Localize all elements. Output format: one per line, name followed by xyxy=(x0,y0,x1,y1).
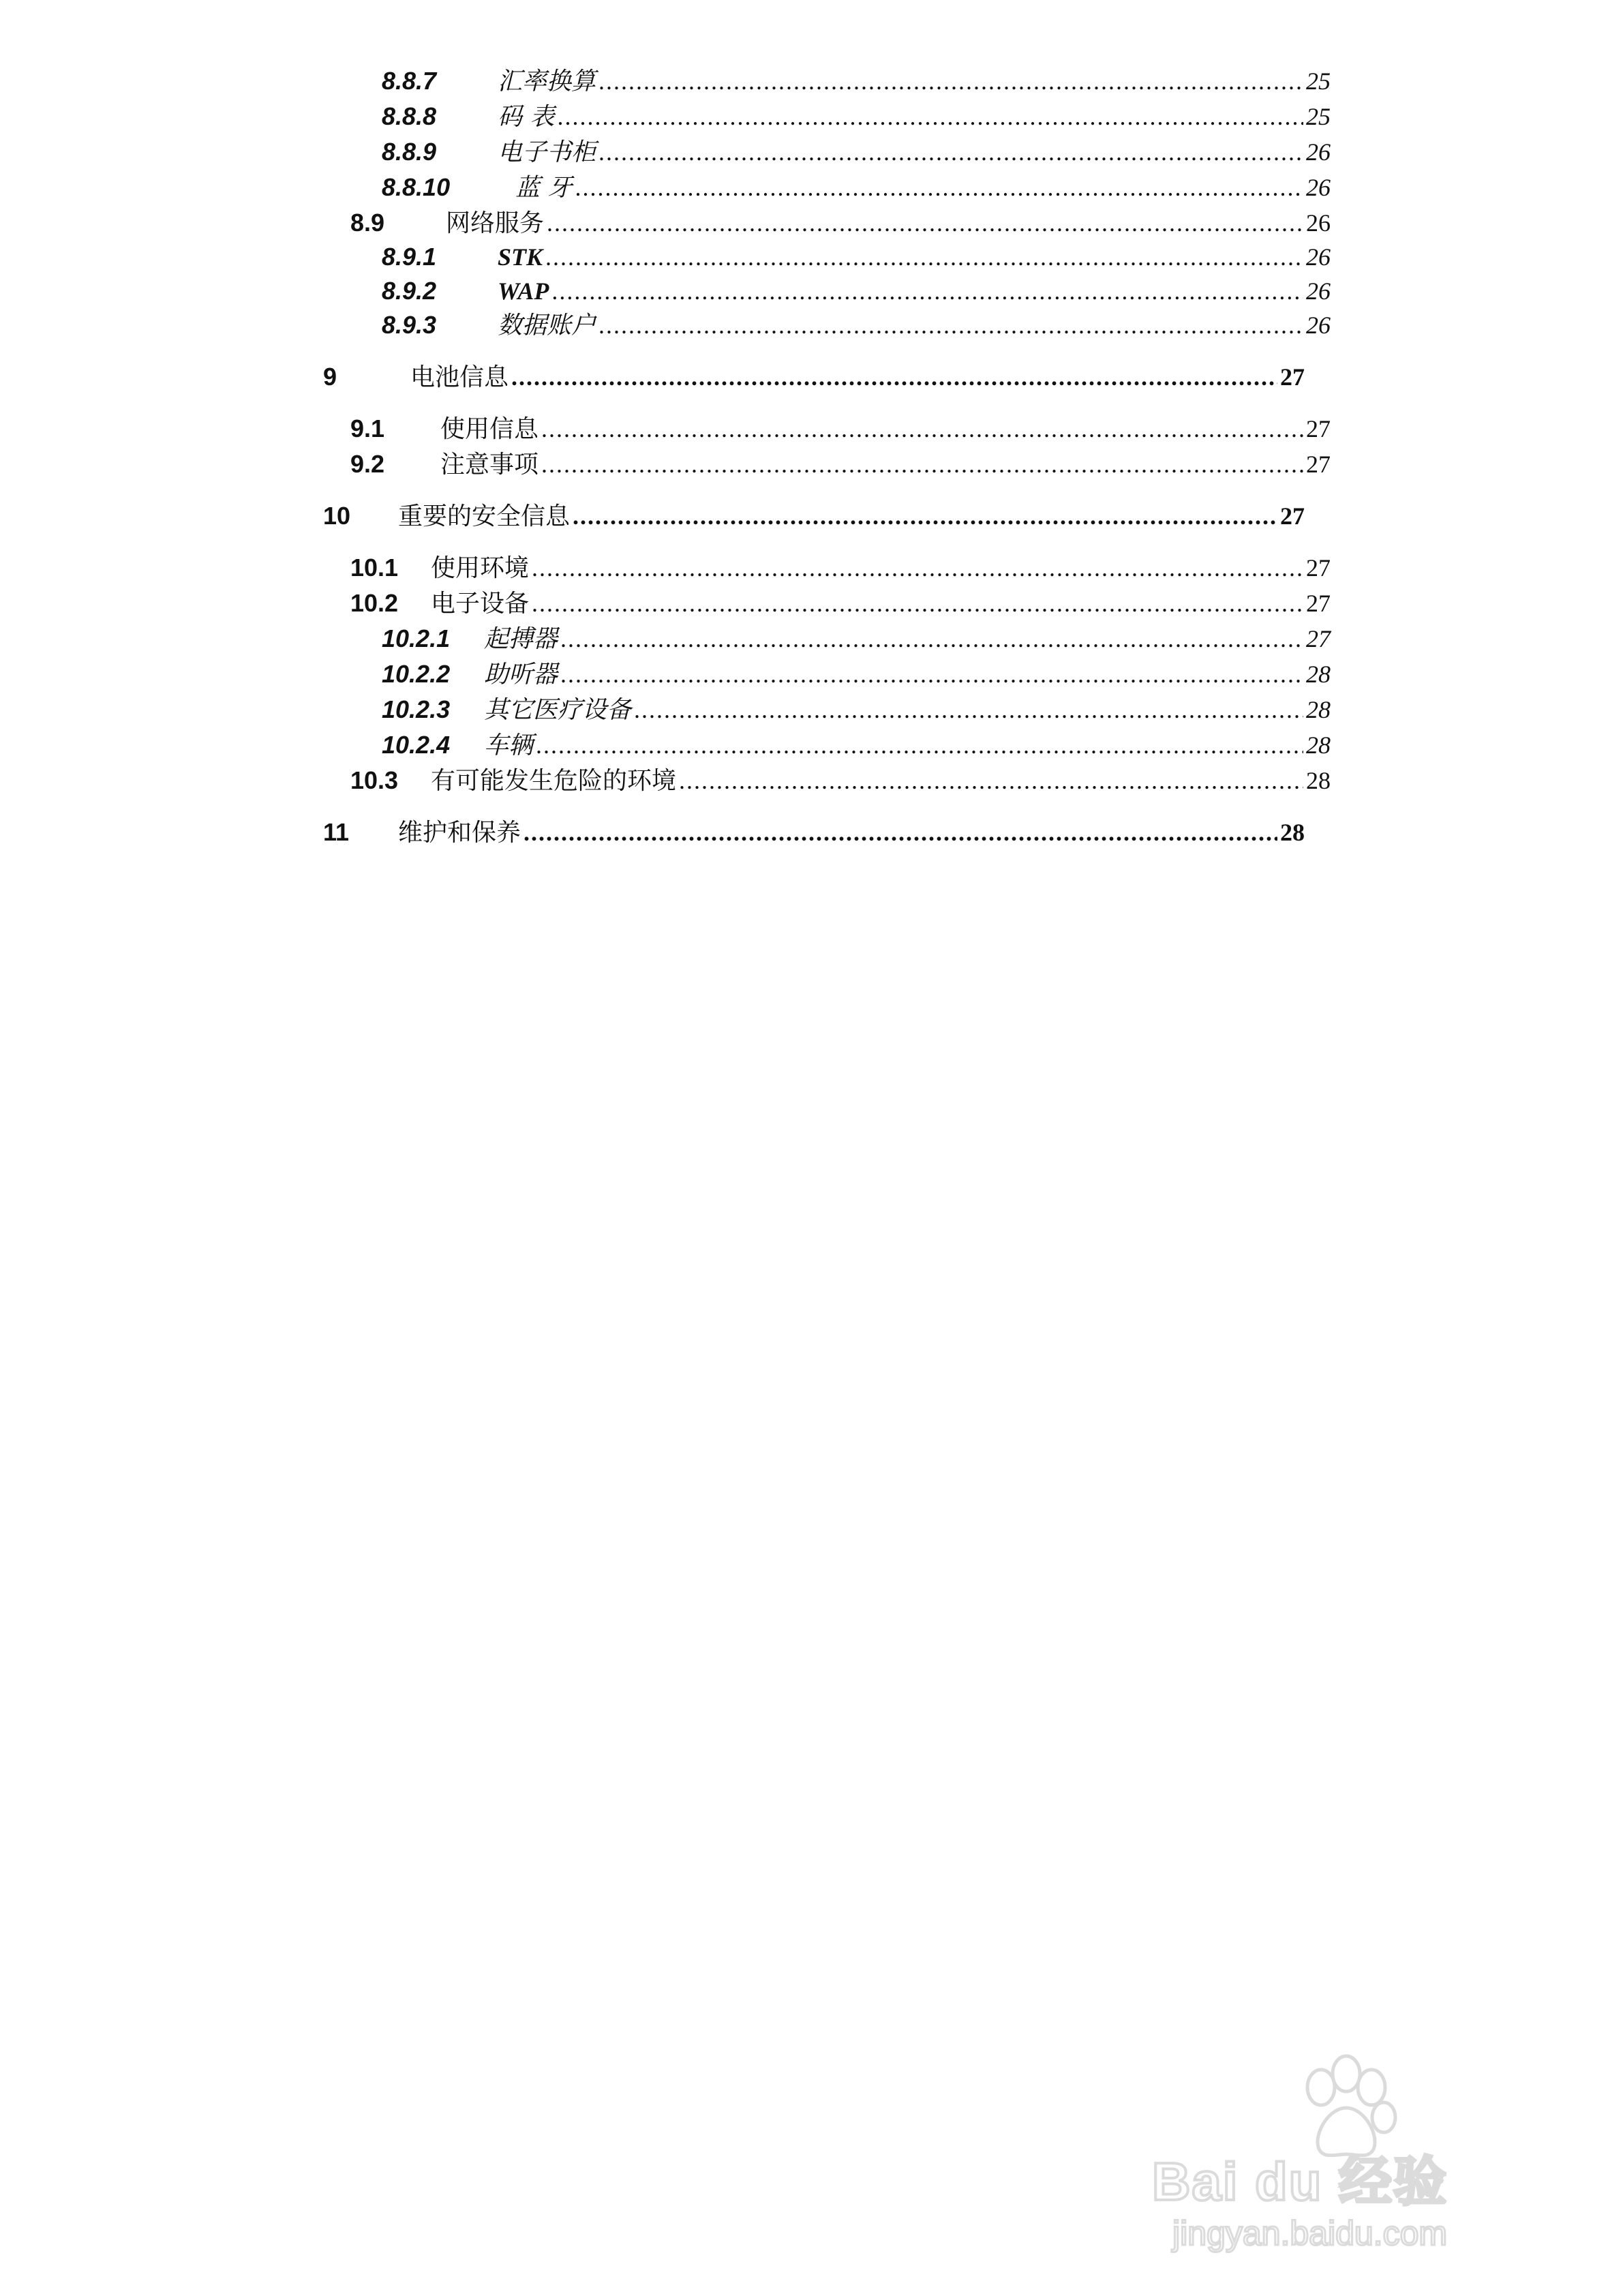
toc-entry-page: 28 xyxy=(1306,767,1331,794)
toc-entry-number: 10.3 xyxy=(350,766,399,794)
toc-dot-leader xyxy=(575,170,1303,205)
toc-entry-page: 26 xyxy=(1306,312,1331,339)
baidu-url-text: jingyan.baidu.com xyxy=(1172,2214,1448,2252)
toc-dot-leader xyxy=(560,622,1303,656)
toc-entry-page: 26 xyxy=(1306,138,1331,166)
toc-entry-page: 26 xyxy=(1306,174,1331,201)
toc-entry-title: 电子书柜 xyxy=(498,138,596,166)
toc-dot-leader xyxy=(541,412,1303,446)
toc-entry-number: 9 xyxy=(323,363,337,391)
baidu-watermark xyxy=(1152,2052,1541,2256)
toc-entry[interactable] xyxy=(382,728,1331,762)
toc-entry-page: 28 xyxy=(1306,731,1331,759)
toc-dot-leader xyxy=(545,240,1303,274)
toc-entry-page: 26 xyxy=(1306,277,1331,305)
toc-entry-number: 8.9 xyxy=(350,209,385,237)
toc-entry[interactable] xyxy=(350,551,1331,585)
toc-entry-number: 10.2.4 xyxy=(382,731,451,759)
toc-entry-title: 维护和保养 xyxy=(398,819,521,847)
toc-entry-page: 27 xyxy=(1306,415,1331,442)
toc-entry-number: 10.2.2 xyxy=(382,660,451,688)
toc-dot-leader xyxy=(541,447,1303,481)
toc-dot-leader xyxy=(560,657,1303,691)
toc-entry[interactable] xyxy=(382,622,1331,656)
toc-dot-leader xyxy=(598,64,1303,98)
toc-entry-title: 重要的安全信息 xyxy=(398,502,571,530)
toc-entry-title: 起搏器 xyxy=(484,625,558,653)
toc-entry-title: 电子设备 xyxy=(431,590,530,618)
toc-entry[interactable] xyxy=(350,412,1331,446)
toc-entry-number: 8.8.9 xyxy=(382,138,437,166)
toc-entry-page: 25 xyxy=(1306,103,1331,130)
toc-entry-page: 26 xyxy=(1306,209,1331,237)
toc-entry[interactable] xyxy=(350,586,1331,620)
toc-entry[interactable] xyxy=(382,64,1331,98)
toc-entry-title: 码 表 xyxy=(498,103,555,131)
toc-entry[interactable] xyxy=(382,135,1331,169)
toc-entry[interactable] xyxy=(382,274,1331,308)
toc-entry-page: 27 xyxy=(1306,451,1331,478)
toc-entry-page: 28 xyxy=(1280,819,1305,846)
toc-entry-number: 8.9.3 xyxy=(382,311,437,339)
toc-entry-page: 26 xyxy=(1306,243,1331,271)
toc-entry-title: 其它医疗设备 xyxy=(484,696,632,724)
toc-dot-leader xyxy=(532,586,1303,620)
toc-entry-page: 27 xyxy=(1306,554,1331,581)
toc-entry-number: 8.8.7 xyxy=(382,67,437,95)
toc-entry-title: 助听器 xyxy=(484,661,558,689)
toc-entry-number: 10.2 xyxy=(350,589,399,617)
toc-entry-title: 汇率换算 xyxy=(498,67,596,95)
toc-entry-title: 注意事项 xyxy=(440,451,539,479)
toc-entry-number: 8.9.1 xyxy=(382,243,437,271)
toc-entry[interactable] xyxy=(382,657,1331,691)
toc-entry-number: 11 xyxy=(323,818,350,846)
toc-dot-leader xyxy=(547,206,1303,240)
toc-entry-number: 10.2.1 xyxy=(382,624,451,652)
toc-entry-title: 车辆 xyxy=(484,731,534,759)
toc-entry-title: 有可能发生危险的环境 xyxy=(431,767,677,795)
toc-entry[interactable] xyxy=(382,308,1331,342)
toc-dot-leader xyxy=(598,135,1303,169)
toc-dot-leader xyxy=(524,815,1277,849)
toc-entry-title: 蓝 牙 xyxy=(515,174,573,202)
toc-entry-number: 8.9.2 xyxy=(382,277,437,305)
toc-entry[interactable] xyxy=(382,693,1331,727)
toc-entry-number: 8.8.10 xyxy=(382,173,451,201)
toc-entry-page: 27 xyxy=(1306,590,1331,617)
toc-dot-leader xyxy=(511,360,1277,394)
toc-entry-number: 10.1 xyxy=(350,554,399,581)
toc-dot-leader xyxy=(573,499,1277,533)
toc-entry-page: 27 xyxy=(1280,363,1305,391)
toc-entry-page: 28 xyxy=(1306,661,1331,688)
toc-entry-title: 数据账户 xyxy=(498,312,596,339)
toc-dot-leader xyxy=(551,274,1303,308)
toc-entry-title: 使用信息 xyxy=(440,415,539,443)
toc-entry-number: 9.2 xyxy=(350,450,385,478)
toc-dot-leader xyxy=(536,728,1303,762)
toc-entry[interactable] xyxy=(382,170,1331,205)
toc-dot-leader xyxy=(532,551,1303,585)
toc-entry-title: 使用环境 xyxy=(431,554,530,582)
toc-entry[interactable] xyxy=(323,360,1305,394)
toc-dot-leader xyxy=(598,308,1303,342)
table-of-contents xyxy=(0,0,1623,954)
toc-entry[interactable] xyxy=(382,100,1331,134)
toc-dot-leader xyxy=(557,100,1303,134)
toc-entry[interactable] xyxy=(382,240,1331,274)
toc-entry-page: 27 xyxy=(1280,502,1305,530)
toc-entry-page: 28 xyxy=(1306,696,1331,723)
toc-entry-title: WAP xyxy=(498,277,549,305)
paw-icon xyxy=(1288,2052,1404,2168)
toc-entry-page: 25 xyxy=(1306,67,1331,95)
toc-dot-leader xyxy=(634,693,1303,727)
toc-entry[interactable] xyxy=(323,499,1305,533)
toc-entry[interactable] xyxy=(350,447,1331,481)
toc-entry[interactable] xyxy=(350,206,1331,240)
baidu-logo-text: Bai du 经验 xyxy=(1152,2151,1448,2211)
toc-entry-number: 8.8.8 xyxy=(382,102,437,130)
toc-entry-title: STK xyxy=(498,243,543,271)
toc-entry-number: 10 xyxy=(323,502,351,530)
toc-entry[interactable] xyxy=(323,815,1305,849)
toc-entry-number: 10.2.3 xyxy=(382,695,451,723)
toc-entry-page: 27 xyxy=(1306,625,1331,652)
toc-entry-title: 电池信息 xyxy=(410,363,509,391)
toc-entry[interactable] xyxy=(350,764,1331,798)
toc-entry-number: 9.1 xyxy=(350,414,385,442)
toc-entry-title: 网络服务 xyxy=(446,209,545,237)
toc-dot-leader xyxy=(679,764,1303,798)
